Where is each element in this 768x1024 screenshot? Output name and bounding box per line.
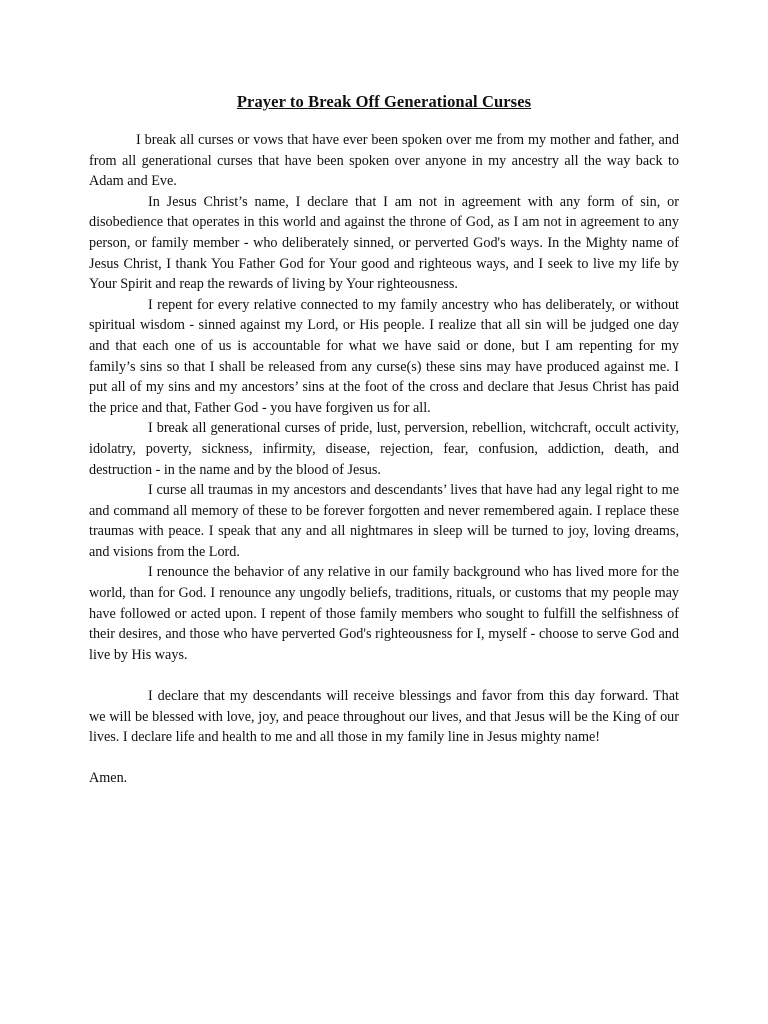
paragraph-5: I curse all traumas in my ancestors and descendants’ lives that have had any legal right to me and command all memory of these to be forever forgotten and never remembered again. I replace these traumas with peace. I speak that any and all nightmares in sleep will be turned to joy, loving dreams, and visions from the Lord.: [89, 482, 679, 560]
paragraph-2: In Jesus Christ’s name, I declare that I am not in agreement with any form of sin, or disobedience that operates in this world and against the throne of God, as I am not in agreement to any person, or family member - who deliberately sinned, or perverted God's ways. In the Mighty name of Jesus Christ, I thank You Father God for Your good and righteous ways, and I seek to live my life by Your Spirit and reap the rewards of living by Your righteousness.: [89, 193, 679, 293]
paragraph-6: I renounce the behavior of any relative in our family background who has lived more for the world, than for God. I renounce any ungodly beliefs, traditions, rituals, or customs that my people may have followed or acted upon. I repent of those family members who sought to fulfill the selfishness of their desires, and those who have perverted God's righteousness for I, myself - choose to serve God and live by His ways.: [89, 564, 679, 663]
closing-amen: Amen.: [89, 770, 128, 787]
paragraph-4: I break all generational curses of pride, lust, perversion, rebellion, witchcraft, occult activity, idolatry, poverty, sickness, infirmity, disease, rejection, fear, confusion, addiction, death, and destruction - in the name and by the blood of Jesus.: [89, 420, 679, 478]
paragraph-1: I break all curses or vows that have ever been spoken over me from my mother and father, and from all generational curses that have been spoken over anyone in my ancestry all the way back to Adam and Eve.: [89, 132, 679, 190]
document-title: Prayer to Break Off Generational Curses: [236, 92, 532, 111]
paragraph-7: I declare that my descendants will receive blessings and favor from this day forward. That we will be blessed with love, joy, and peace throughout our lives, and that Jesus will be the King of our lives. I declare life and health to me and all those in my family line in Jesus mighty name!: [89, 688, 679, 746]
document-body: [89, 90, 679, 789]
paragraph-3: I repent for every relative connected to my family ancestry who has deliberately, or without spiritual wisdom - sinned against my Lord, or His people. I realize that all sin will be judged one day and that each one of us is accountable for what we have said or done, but I am repenting for my family’s sins so that I shall be released from any curse(s) these sins may have produced against me. I put all of my sins and my ancestors’ sins at the foot of the cross and declare that Jesus Christ has paid the price and that, Father God - you have forgiven us for all.: [89, 296, 679, 416]
